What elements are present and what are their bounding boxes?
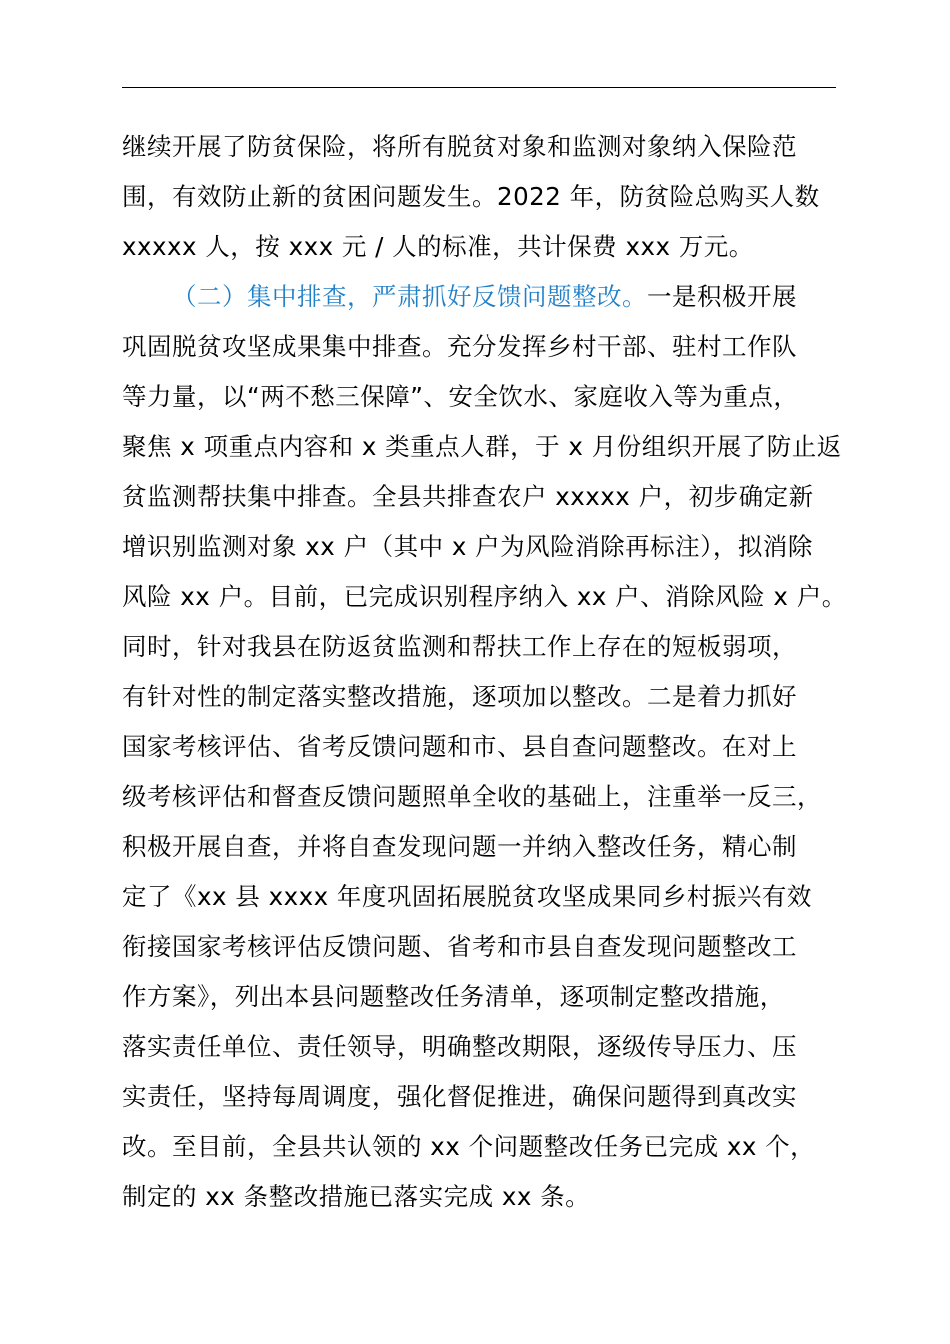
header-divider <box>122 87 836 88</box>
text-line: 制定的 xx 条整改措施已落实完成 xx 条。 <box>122 1182 591 1211</box>
text-line: 巩固脱贫攻坚成果集中排查。充分发挥乡村干部、驻村工作队 <box>122 332 797 361</box>
text-line: 风险 xx 户。目前，已完成识别程序纳入 xx 户、消除风险 x 户。 <box>122 582 847 611</box>
text-line: 增识别监测对象 xx 户（其中 x 户为风险消除再标注），拟消除 <box>122 532 813 561</box>
section-heading: （二）集中排查，严肃抓好反馈问题整改。 <box>172 282 647 311</box>
text-line: 级考核评估和督查反馈问题照单全收的基础上，注重举一反三， <box>122 782 822 811</box>
text-line: 围，有效防止新的贫困问题发生。2022 年，防贫险总购买人数 <box>122 182 820 211</box>
text-line: 积极开展自查，并将自查发现问题一并纳入整改任务，精心制 <box>122 832 797 861</box>
text-line: 聚焦 x 项重点内容和 x 类重点人群，于 x 月份组织开展了防止返 <box>122 432 842 461</box>
text-line: 作方案》，列出本县问题整改任务清单，逐项制定整改措施， <box>122 982 785 1011</box>
text-line: 贫监测帮扶集中排查。全县共排查农户 xxxxx 户，初步确定新 <box>122 482 814 511</box>
text-line: 改。至目前，全县共认领的 xx 个问题整改任务已完成 xx 个， <box>122 1132 816 1161</box>
text-line: 落实责任单位、责任领导，明确整改期限，逐级传导压力、压 <box>122 1032 797 1061</box>
section-heading-line <box>172 272 862 322</box>
text-line: 同时，针对我县在防返贫监测和帮扶工作上存在的短板弱项， <box>122 632 797 661</box>
text-line: 国家考核评估、省考反馈问题和市、县自查问题整改。在对上 <box>122 732 797 761</box>
text-line: 等力量，以“两不愁三保障”、安全饮水、家庭收入等为重点， <box>122 382 799 411</box>
text-line: xxxxx 人，按 xxx 元 / 人的标准，共计保费 xxx 万元。 <box>122 232 754 261</box>
text-span: 一是积极开展 <box>647 282 797 311</box>
text-line: 实责任，坚持每周调度，强化督促推进，确保问题得到真改实 <box>122 1082 797 1111</box>
text-line: 有针对性的制定落实整改措施，逐项加以整改。二是着力抓好 <box>122 682 797 711</box>
text-line: 衔接国家考核评估反馈问题、省考和市县自查发现问题整改工 <box>122 932 797 961</box>
text-line: 继续开展了防贫保险，将所有脱贫对象和监测对象纳入保险范 <box>122 132 797 161</box>
text-line: 定了《xx 县 xxxx 年度巩固拓展脱贫攻坚成果同乡村振兴有效 <box>122 882 812 911</box>
